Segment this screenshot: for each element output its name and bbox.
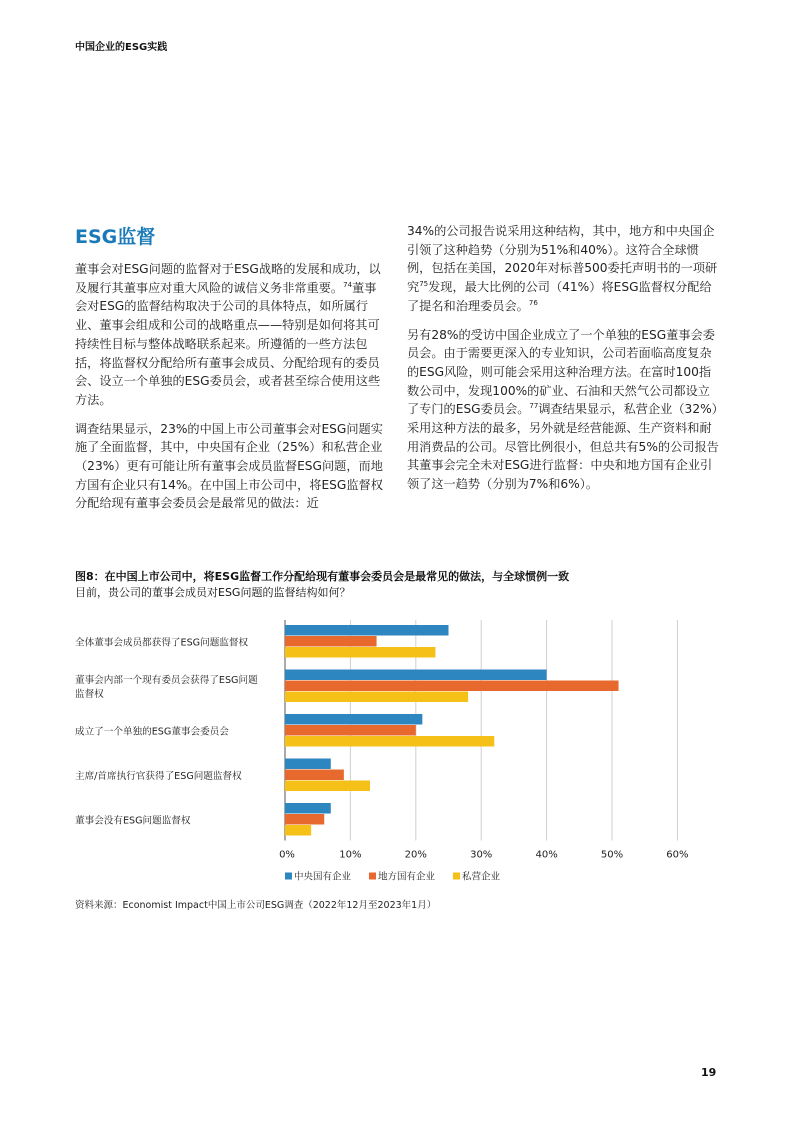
bar-private bbox=[285, 692, 468, 703]
running-header: 中国企业的ESG实践 bbox=[75, 42, 168, 53]
left-column bbox=[75, 260, 383, 523]
legend-label: 中央国有企业 bbox=[294, 871, 352, 883]
legend-label: 私营企业 bbox=[462, 871, 501, 883]
bar-central-soe bbox=[285, 803, 331, 814]
paragraph-text: 董事会对ESG的监督结构取决于公司的具体特点，如所属行业、董事会组成和公司的战略重点——特别是如何将其可持续性目标与整体战略联系起来。所遵循的一些方法包括，将监督权分配给所有董事会成员、分配给现有的委员会、设立一个单独的ESG委员会，或者甚至综合使用这些方法。 bbox=[75, 280, 381, 407]
bar-local-soe bbox=[285, 770, 344, 781]
category-label: 成立了一个单独的ESG董事会委员会 bbox=[75, 726, 229, 738]
bar-chart bbox=[0, 605, 793, 890]
x-tick-label: 20% bbox=[404, 849, 427, 861]
page-number: 19 bbox=[701, 1066, 717, 1079]
x-tick-label: 50% bbox=[600, 849, 624, 861]
figure-source: 资料来源：Economist Impact中国上市公司ESG调查（2022年12月至2023年1月） bbox=[75, 900, 437, 911]
paragraph bbox=[407, 222, 719, 316]
x-tick-label: 60% bbox=[666, 849, 689, 861]
bar-central-soe bbox=[285, 625, 449, 636]
legend-label: 地方国有企业 bbox=[378, 871, 436, 883]
legend-swatch bbox=[453, 873, 460, 880]
paragraph-text: 发现，最大比例的公司（41%）将ESG监督权分配给了提名和治理委员会。 bbox=[407, 280, 712, 313]
legend-swatch bbox=[369, 873, 376, 880]
legend-swatch bbox=[285, 873, 292, 880]
bar-central-soe bbox=[285, 714, 422, 725]
bar-local-soe bbox=[285, 636, 377, 647]
paragraph-text: 34%的公司报告说采用这种结构，其中，地方和中央国企引领了这种趋势（分别为51%和40%）。这符合全球惯例，包括在美国，2020年对标普500委托声明书的一项研究 bbox=[407, 224, 718, 295]
x-tick-label: 10% bbox=[339, 849, 362, 861]
bar-local-soe bbox=[285, 814, 324, 825]
footnote-ref: 77 bbox=[529, 402, 539, 411]
right-column bbox=[407, 222, 719, 504]
x-tick-label: 0% bbox=[279, 849, 295, 861]
figure-subtitle: 目前，贵公司的董事会成员对ESG问题的监督结构如何？ bbox=[75, 586, 351, 599]
bar-local-soe bbox=[285, 725, 416, 736]
paragraph-text: 董事会对ESG问题的监督对于ESG战略的发展和成功，以及履行其董事应对重大风险的诚信义务非常重要。 bbox=[75, 262, 381, 295]
bar-private bbox=[285, 647, 435, 658]
bar-central-soe bbox=[285, 759, 331, 770]
paragraph-text: 另有28%的受访中国企业成立了一个单独的ESG董事会委员会。由于需要更深入的专业知识，公司若面临高度复杂的ESG风险，则可能会采用这种治理方法。在富时100指数公司中，发现100%的矿业、石油和天然气公司都设立了专门的ESG委员会。 bbox=[407, 327, 715, 417]
bar-local-soe bbox=[285, 681, 619, 692]
bar-private bbox=[285, 781, 370, 792]
section-title: ESG监督 bbox=[75, 226, 156, 248]
category-label: 全体董事会成员都获得了ESG问题监督权 bbox=[75, 637, 249, 649]
paragraph-text: 调查结果显示，私营企业（32%）采用这种方法的最多，另外就是经营能源、生产资料和耐用消费品的公司。尽管比例很小，但总共有5%的公司报告其董事会完全未对ESG进行监督：中央和地方国有企业引领了这一趋势（分别为7%和6%）。 bbox=[407, 402, 719, 492]
footnote-ref: 76 bbox=[528, 298, 538, 307]
footnote-ref: 74 bbox=[343, 280, 353, 289]
category-label: 董事会内部一个现有委员会获得了ESG问题 bbox=[75, 674, 258, 686]
category-label: 主席/首席执行官获得了ESG问题监督权 bbox=[75, 770, 242, 782]
x-tick-label: 40% bbox=[535, 849, 558, 861]
bar-private bbox=[285, 736, 494, 747]
paragraph: 调查结果显示，23%的中国上市公司董事会对ESG问题实施了全面监督，其中，中央国有企业（25%）和私营企业（23%）更有可能让所有董事会成员监督ESG问题，而地方国有企业只有14%。在中国上市公司中，将ESG监督权分配给现有董事会委员会是最常见的做法：近 bbox=[75, 421, 383, 511]
x-tick-label: 30% bbox=[470, 849, 493, 861]
category-label: 董事会没有ESG问题监督权 bbox=[75, 815, 191, 827]
category-label: 监督权 bbox=[75, 688, 104, 700]
bar-private bbox=[285, 825, 311, 836]
paragraph bbox=[407, 326, 719, 494]
paragraph bbox=[75, 260, 383, 410]
bar-central-soe bbox=[285, 670, 547, 681]
footnote-ref: 75 bbox=[419, 280, 429, 289]
figure-title: 图8：在中国上市公司中，将ESG监督工作分配给现有董事会委员会是最常见的做法，与全球惯例一致 bbox=[75, 570, 570, 583]
